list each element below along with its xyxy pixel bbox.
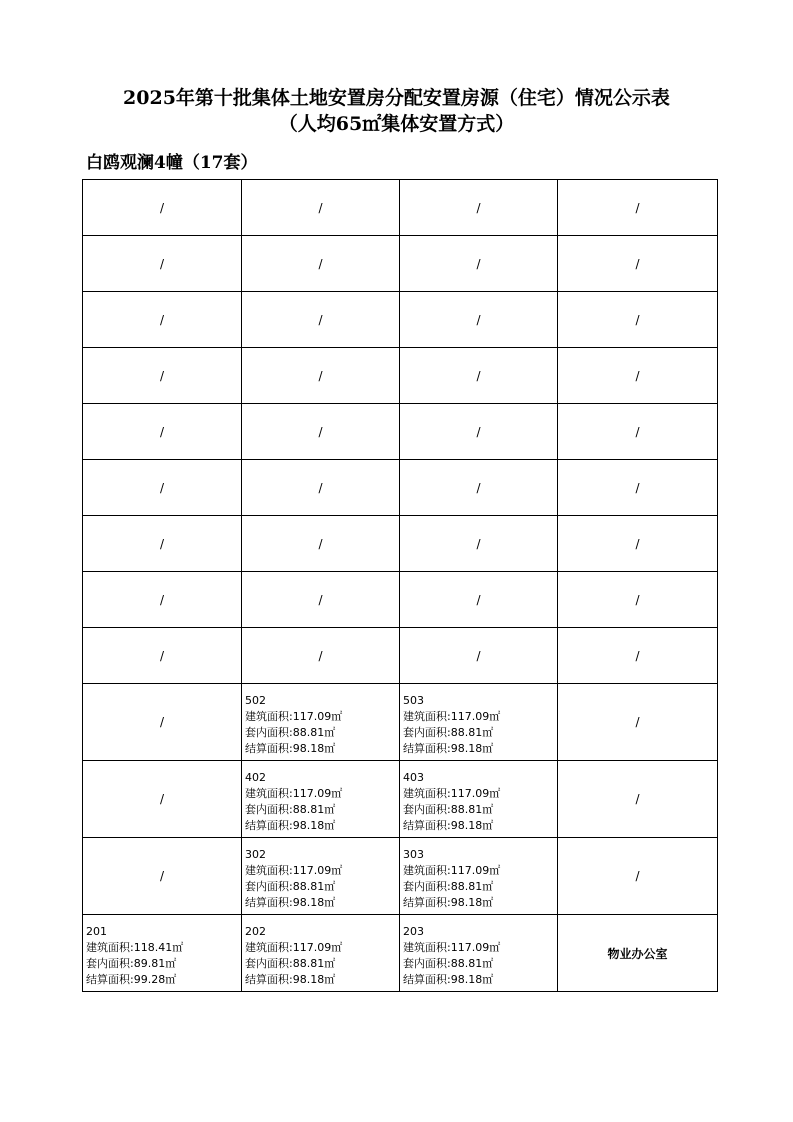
empty-cell: / [242,516,400,572]
inner-area: 套内面积:88.81㎡ [403,957,494,970]
empty-cell: / [558,572,718,628]
table-row [83,838,718,915]
empty-cell: / [83,516,242,572]
unit-number: 502 [245,694,266,707]
empty-cell: / [242,460,400,516]
housing-table [82,179,718,992]
empty-cell: / [400,572,558,628]
settle-area: 结算面积:98.18㎡ [245,742,336,755]
empty-cell: / [83,236,242,292]
inner-area: 套内面积:88.81㎡ [245,726,336,739]
empty-cell: / [242,236,400,292]
empty-cell: / [242,572,400,628]
empty-cell: / [558,761,718,838]
empty-cell: / [242,628,400,684]
inner-area: 套内面积:88.81㎡ [403,803,494,816]
empty-cell: / [558,292,718,348]
property-office-cell: 物业办公室 [558,915,718,992]
unit-number: 202 [245,925,266,938]
empty-cell: / [83,761,242,838]
building-label: 白鸥观澜4幢（17套） [86,153,258,173]
unit-cell-403 [400,761,558,838]
settle-area: 结算面积:98.18㎡ [403,742,494,755]
settle-area: 结算面积:98.18㎡ [245,819,336,832]
table-row [83,628,718,684]
empty-cell: / [558,516,718,572]
unit-cell-302 [242,838,400,915]
unit-number: 402 [245,771,266,784]
empty-cell: / [400,236,558,292]
gross-area: 建筑面积:117.09㎡ [245,941,343,954]
empty-cell: / [558,628,718,684]
settle-area: 结算面积:98.18㎡ [403,896,494,909]
settle-area: 结算面积:98.18㎡ [403,973,494,986]
settle-area: 结算面积:98.18㎡ [245,896,336,909]
empty-cell: / [558,236,718,292]
unit-cell-202 [242,915,400,992]
unit-cell-203 [400,915,558,992]
settle-area: 结算面积:98.18㎡ [245,973,336,986]
table-row [83,572,718,628]
empty-cell: / [242,292,400,348]
empty-cell: / [400,348,558,404]
empty-cell: / [558,684,718,761]
empty-cell: / [400,404,558,460]
inner-area: 套内面积:88.81㎡ [245,880,336,893]
unit-number: 303 [403,848,424,861]
table-row [83,684,718,761]
empty-cell: / [400,180,558,236]
settle-area: 结算面积:99.28㎡ [86,973,177,986]
unit-number: 302 [245,848,266,861]
unit-number: 503 [403,694,424,707]
empty-cell: / [558,348,718,404]
empty-cell: / [83,292,242,348]
inner-area: 套内面积:88.81㎡ [403,880,494,893]
table-row [83,236,718,292]
page-title: 2025年第十批集体土地安置房分配安置房源（住宅）情况公示表 [123,87,670,109]
table-row [83,761,718,838]
empty-cell: / [400,516,558,572]
empty-cell: / [400,628,558,684]
empty-cell: / [558,460,718,516]
empty-cell: / [242,404,400,460]
table-row [83,404,718,460]
gross-area: 建筑面积:117.09㎡ [403,710,501,723]
unit-cell-402 [242,761,400,838]
gross-area: 建筑面积:117.09㎡ [403,787,501,800]
gross-area: 建筑面积:117.09㎡ [245,864,343,877]
page-subtitle: （人均65㎡集体安置方式） [278,113,515,135]
unit-cell-201 [83,915,242,992]
empty-cell: / [242,348,400,404]
empty-cell: / [558,404,718,460]
unit-cell-303 [400,838,558,915]
table-row [83,348,718,404]
inner-area: 套内面积:88.81㎡ [403,726,494,739]
settle-area: 结算面积:98.18㎡ [403,819,494,832]
inner-area: 套内面积:89.81㎡ [86,957,177,970]
gross-area: 建筑面积:117.09㎡ [245,787,343,800]
empty-cell: / [400,460,558,516]
empty-cell: / [83,572,242,628]
table-row [83,915,718,992]
unit-cell-503 [400,684,558,761]
table-row [83,180,718,236]
gross-area: 建筑面积:117.09㎡ [245,710,343,723]
empty-cell: / [83,460,242,516]
inner-area: 套内面积:88.81㎡ [245,803,336,816]
empty-cell: / [83,684,242,761]
table-row [83,292,718,348]
empty-cell: / [400,292,558,348]
unit-number: 203 [403,925,424,938]
empty-cell: / [83,628,242,684]
unit-number: 403 [403,771,424,784]
gross-area: 建筑面积:118.41㎡ [86,941,184,954]
empty-cell: / [558,180,718,236]
empty-cell: / [242,180,400,236]
empty-cell: / [83,348,242,404]
empty-cell: / [83,404,242,460]
table-row [83,516,718,572]
unit-number: 201 [86,925,107,938]
empty-cell: / [83,838,242,915]
gross-area: 建筑面积:117.09㎡ [403,864,501,877]
empty-cell: / [83,180,242,236]
empty-cell: / [558,838,718,915]
table-row [83,460,718,516]
gross-area: 建筑面积:117.09㎡ [403,941,501,954]
unit-cell-502 [242,684,400,761]
inner-area: 套内面积:88.81㎡ [245,957,336,970]
